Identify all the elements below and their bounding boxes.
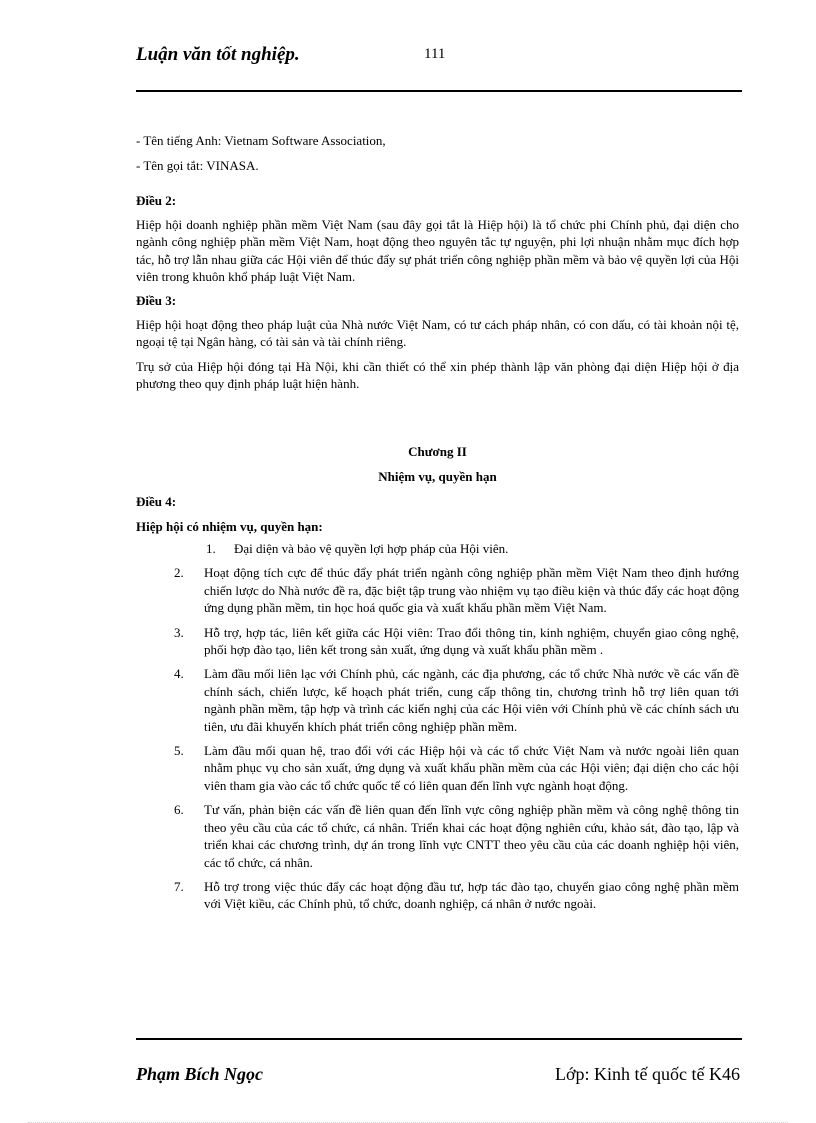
article-3-heading: Điều 3: <box>136 293 177 308</box>
list-item-number: 2. <box>174 565 184 581</box>
article-3-para-1: Hiệp hội hoạt động theo pháp luật của Nhà nước Việt Nam, có tư cách pháp nhân, có con dấu, có tài khoản nội tệ, ngoại tệ tại Ngân hàng, có tài sản và tài chính riêng. <box>136 317 739 350</box>
article-2-text: Hiệp hội doanh nghiệp phần mềm Việt Nam (sau đây gọi tắt là Hiệp hội) là tổ chức phi Chính phủ, đại diện cho ngành công nghiệp phần mềm Việt Nam, hoạt động theo nguyên tắc tự nguyện, phi lợi nhuận nhằm mục đích hợp tác, hỗ trợ lẫn nhau giữa các Hội viên để thúc đẩy sự phát triển công nghiệp phần mềm và bảo vệ quyền lợi của Hội viên trong khuôn khổ pháp luật Việt Nam. <box>136 217 739 285</box>
duties-list <box>136 540 739 913</box>
article-4-heading: Điều 4: <box>136 494 177 509</box>
list-item <box>136 564 739 616</box>
list-item-text: Làm đầu mối quan hệ, trao đổi với các Hiệp hội và các tổ chức Việt Nam và nước ngoài liên quan nhằm phục vụ cho sản xuất, ứng dụng và xuất khẩu phần mềm của các Hội viên; đại diện cho các hội viên tham gia vào các tổ chức quốc tế có liên quan đến lĩnh vực ngành hoạt động. <box>204 743 739 793</box>
footer-class: Lớp: Kinh tế quốc tế K46 <box>555 1064 740 1084</box>
list-item <box>136 742 739 794</box>
english-name-text: - Tên tiếng Anh: Vietnam Software Association, <box>136 133 386 148</box>
list-item-text: Làm đầu mối liên lạc với Chính phủ, các ngành, các địa phương, các tổ chức Nhà nước về các vấn đề chính sách, chiến lược, kế hoạch phát triển, cung cấp thông tin, chương trình hỗ trợ liên quan tới ngành phần mềm, tập hợp và trình các kiến nghị của các Hội viên với Chính phủ về các chính sách ưu tiên, ưu đãi khuyến khích phát triển công nghiệp phần mềm. <box>204 666 739 734</box>
header-title: Luận văn tốt nghiệp. <box>136 44 300 65</box>
list-item-number: 7. <box>174 878 184 894</box>
footer-divider <box>136 1038 742 1040</box>
article-2-heading: Điều 2: <box>136 193 177 208</box>
list-item <box>136 540 739 557</box>
header-divider <box>136 90 742 92</box>
list-item-number: 4. <box>174 666 184 682</box>
list-item-text: Tư vấn, phản biện các vấn đề liên quan đến lĩnh vực công nghiệp phần mềm và công nghệ thông tin theo yêu cầu của các tổ chức, cá nhân. Triển khai các hoạt động nghiên cứu, khảo sát, đào tạo, lập và triển khai các chương trình, dự án trong lĩnh vực CNTT theo yêu cầu của các doanh nghiệp hội viên, các tổ chức, cá nhân. <box>204 802 739 870</box>
list-item-text: Đại diện và bảo vệ quyền lợi hợp pháp của Hội viên. <box>234 541 509 556</box>
list-item-number: 3. <box>174 624 184 640</box>
page-number: 111 <box>424 46 446 62</box>
list-item-number: 6. <box>174 802 184 818</box>
list-item-text: Hỗ trợ trong việc thúc đẩy các hoạt động đầu tư, hợp tác đào tạo, chuyển giao công nghệ phần mềm với Việt kiều, các Chính phủ, tổ chức, doanh nghiệp, cá nhân ở nước ngoài. <box>204 878 739 912</box>
chapter-title: Nhiệm vụ, quyền hạn <box>378 469 497 484</box>
list-item-text: Hỗ trợ, hợp tác, liên kết giữa các Hội viên: Trao đổi thông tin, kinh nghiệm, chuyển giao công nghệ, phối hợp đào tạo, liên kết trong sản xuất, ứng dụng và xuất khẩu phần mềm . <box>204 624 739 658</box>
list-item <box>136 665 739 735</box>
list-item-number: 1. <box>206 541 216 556</box>
list-item <box>136 624 739 659</box>
list-item <box>136 878 739 913</box>
article-3-para-2: Trụ sở của Hiệp hội đóng tại Hà Nội, khi cần thiết có thể xin phép thành lập văn phòng đại diện Hiệp hội ở địa phương theo quy định pháp luật hiện hành. <box>136 359 739 392</box>
short-name-text: - Tên gọi tắt: VINASA. <box>136 158 259 173</box>
article-4-intro: Hiệp hội có nhiệm vụ, quyền hạn: <box>136 519 323 534</box>
list-item-text: Hoạt động tích cực để thúc đẩy phát triển ngành công nghiệp phần mềm Việt Nam theo định hướng chiến lược do Nhà nước đề ra, đặc biệt tập trung vào nhiệm vụ tạo điều kiện và thúc đẩy các hoạt động ứng dụng phần mềm, tin học hoá quốc gia và xuất khẩu phần mềm Việt Nam. <box>204 565 739 616</box>
intro-line-short-name <box>136 157 739 174</box>
footer-author: Phạm Bích Ngọc <box>136 1064 264 1084</box>
list-item-number: 5. <box>174 743 184 759</box>
intro-line-english-name <box>136 132 739 149</box>
chapter-label: Chương II <box>408 444 467 459</box>
list-item <box>136 801 739 871</box>
